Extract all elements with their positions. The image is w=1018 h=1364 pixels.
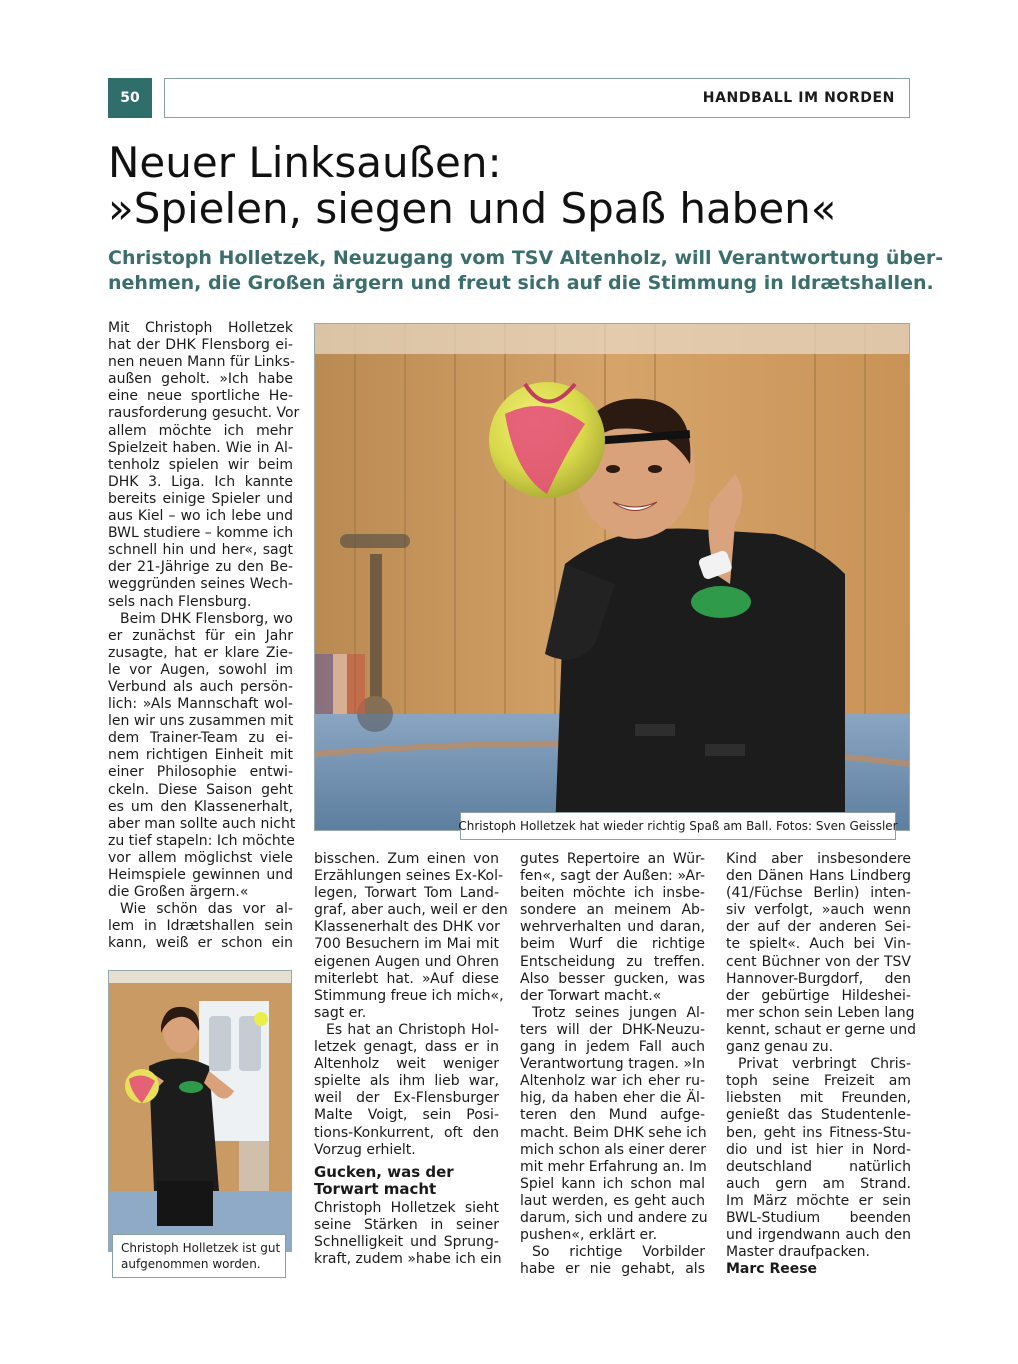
text-line: hig, da haben eher die Äl- xyxy=(520,1090,705,1107)
text-line: Altenholz war ich eher ru- xyxy=(520,1073,705,1090)
text-line: rausforderung gesucht. Vor xyxy=(108,405,300,422)
text-line: lich: »Als Mannschaft wol- xyxy=(108,696,293,713)
small-photo xyxy=(108,970,292,1252)
article-author: Marc Reese xyxy=(726,1261,818,1278)
text-line: außen geholt. »Ich habe xyxy=(108,371,293,388)
text-line: genießt das Studentenle- xyxy=(726,1107,911,1124)
text-line: ben, geht ins Fitness-Stu- xyxy=(726,1124,911,1141)
text-line: teren den Mund aufge- xyxy=(520,1107,705,1124)
article-subheading xyxy=(314,1164,499,1198)
subheading-line-2: Torwart macht xyxy=(314,1179,437,1198)
text-line: spielte als ihm lieb war, xyxy=(314,1073,499,1090)
text-line: eine neue sportliche He- xyxy=(108,388,293,405)
text-line: pushen«, erklärt er. xyxy=(520,1227,658,1244)
text-line: Wie schön das vor al- xyxy=(120,901,293,918)
text-line: So richtige Vorbilder xyxy=(532,1244,705,1261)
main-photo-caption: Christoph Holletzek hat wieder richtig Spaß am Ball. Fotos: Sven Geissler xyxy=(460,812,896,840)
text-line: aber man sollte auch nicht xyxy=(108,815,296,832)
text-line: zusagte, hat er klare Zie- xyxy=(108,644,293,661)
text-line: hat der DHK Flensborg ei- xyxy=(108,337,293,354)
text-line: den Dänen Hans Lindberg xyxy=(726,868,911,885)
text-line: Verantwortung tragen. »In xyxy=(520,1056,705,1073)
text-line: ganz genau zu. xyxy=(726,1039,834,1056)
main-photo xyxy=(314,323,910,831)
article-column-4 xyxy=(726,851,917,1278)
text-line: siv verfolgt, »auch wenn xyxy=(726,902,911,919)
text-line: Klassenerhalt des DHK vor xyxy=(314,919,500,936)
text-line: Stimmung freue ich mich«, xyxy=(314,987,504,1004)
text-line: Also besser gucken, was xyxy=(520,970,705,987)
text-line: weggründen seines Wech- xyxy=(108,576,293,593)
text-line: wehrverhalten und daran, xyxy=(520,919,705,936)
text-line: Privat verbringt Chris- xyxy=(738,1056,911,1073)
small-caption-line-2: aufgenommen worden. xyxy=(121,1257,261,1271)
headline-line-1: Neuer Linksaußen: xyxy=(108,138,502,187)
text-line: dem Trainer-Team zu ei- xyxy=(108,730,293,747)
text-line: Schnelligkeit und Sprung- xyxy=(314,1233,499,1250)
text-line: BWL studiere – komme ich xyxy=(108,525,294,542)
text-line: liebsten mit Freunden, xyxy=(726,1090,911,1107)
text-line: BWL-Studium beenden xyxy=(726,1209,911,1226)
text-line: le vor Augen, sowohl im xyxy=(108,661,293,678)
text-line: zu tief stapeln: Ich möchte xyxy=(108,832,295,849)
text-line: sagt er. xyxy=(314,1004,367,1021)
text-line: Christoph Holletzek sieht xyxy=(314,1199,499,1216)
text-line: der 21-Jährige zu den Be- xyxy=(108,559,293,576)
text-line: (41/Füchse Berlin) inten- xyxy=(726,885,911,902)
text-line: aus Kiel – wo ich lebe und xyxy=(108,508,293,525)
text-line: der Torwart macht.« xyxy=(520,987,662,1004)
text-line: 700 Besuchern im Mai mit xyxy=(314,936,499,953)
text-line: gang in jedem Fall auch xyxy=(520,1039,705,1056)
text-line: DHK 3. Liga. Ich kannte xyxy=(108,473,293,490)
text-line: Verbund als auch persön- xyxy=(108,678,293,695)
text-line: sels nach Flensburg. xyxy=(108,593,252,610)
text-line: bisschen. Zum einen von xyxy=(314,851,499,867)
section-header xyxy=(164,78,910,118)
text-line: Spiel kann ich schon mal xyxy=(520,1175,705,1192)
text-line: graf, aber auch, weil er den xyxy=(314,902,508,919)
text-line: mer schon sein Leben lang xyxy=(726,1004,915,1021)
text-line: beim Wurf die richtige xyxy=(520,936,705,953)
text-line: eigenen Augen und Ohren xyxy=(314,953,499,970)
headline-line-2: »Spielen, siegen und Spaß haben« xyxy=(108,184,837,233)
small-caption-line-1: Christoph Holletzek ist gut xyxy=(121,1241,281,1255)
text-line: Vorzug erhielt. xyxy=(314,1141,416,1158)
text-line: Beim DHK Flensborg, wo xyxy=(120,610,293,627)
text-line: tions-Konkurrent, oft den xyxy=(314,1124,499,1141)
page-number: 50 xyxy=(108,78,152,118)
text-line: kennt, schaut er gerne und xyxy=(726,1021,917,1038)
text-line: habe er nie gehabt, als xyxy=(520,1261,705,1278)
text-line: nem richtigen Einheit mit xyxy=(108,747,293,764)
text-line: mit mehr Erfahrung an. Im xyxy=(520,1158,707,1175)
text-line: Hannover-Burgdorf, den xyxy=(726,970,911,987)
text-line: Trotz seines jungen Al- xyxy=(532,1004,705,1021)
text-line: fen«, sagt der Außen: »Ar- xyxy=(520,868,705,885)
text-line: Kind aber insbesondere xyxy=(726,851,911,867)
text-line: schnell hin und her«, sagt xyxy=(108,542,293,559)
text-line: Spielzeit haben. Wie in Al- xyxy=(108,439,293,456)
text-line: Malte Voigt, sein Posi- xyxy=(314,1107,499,1124)
text-line: miterlebt hat. »Auf diese xyxy=(314,970,499,987)
text-line: toph seine Freizeit am xyxy=(726,1073,911,1090)
subhead-line-1: Christoph Holletzek, Neuzugang vom TSV Altenholz, will Verantwortung über- xyxy=(108,247,944,269)
subhead-line-2: nehmen, die Großen ärgern und freut sich auf die Stimmung in Idrætshallen. xyxy=(108,272,934,294)
text-line: Erzählungen seines Ex-Kol- xyxy=(314,868,504,885)
article-headline xyxy=(108,140,908,232)
article-subhead xyxy=(108,246,944,296)
text-line: gutes Repertoire an Wür- xyxy=(520,851,705,867)
text-line: weil der Ex-Flensburger xyxy=(314,1090,499,1107)
text-line: cent Büchner von der TSV xyxy=(726,953,911,970)
subheading-line-1: Gucken, was der xyxy=(314,1162,454,1181)
text-line: mich schon als einer derer xyxy=(520,1141,707,1158)
text-line: auch gern am Strand. xyxy=(726,1175,911,1192)
article-column-1 xyxy=(108,320,300,952)
text-line: seine Stärken in seiner xyxy=(314,1216,499,1233)
text-line: tenholz spielen wir beim xyxy=(108,456,293,473)
text-line: die Großen ärgern.« xyxy=(108,884,249,901)
text-line: Heimspiele gewinnen und xyxy=(108,867,293,883)
text-line: allem möchte ich mehr xyxy=(108,422,293,439)
text-line: Es hat an Christoph Hol- xyxy=(326,1021,499,1038)
text-line: der gebürtige Hildeshei- xyxy=(726,987,911,1004)
text-line: macht. Beim DHK sehe ich xyxy=(520,1124,707,1141)
text-line: sondere an meinem Ab- xyxy=(520,902,705,919)
text-line: er zunächst für ein Jahr xyxy=(108,627,293,644)
text-line: Master draufpacken. xyxy=(726,1244,870,1261)
text-line: und irgendwann auch den xyxy=(726,1227,911,1244)
text-line: letzek genagt, dass er in xyxy=(314,1039,499,1056)
text-line: ters will der DHK-Neuzu- xyxy=(520,1021,705,1038)
text-line: der auf der anderen Sei- xyxy=(726,919,911,936)
text-line: te spielt«. Auch bei Vin- xyxy=(726,936,911,953)
text-line: ckeln. Diese Saison geht xyxy=(108,781,293,798)
text-line: einer Philosophie entwi- xyxy=(108,764,293,781)
text-line: es um den Klassenerhalt, xyxy=(108,798,293,815)
text-line: vor allem möglichst viele xyxy=(108,849,293,866)
text-line: len wir uns zusammen mit xyxy=(108,713,294,730)
text-line: lem in Idrætshallen sein xyxy=(108,918,293,935)
text-line: legen, Torwart Tom Land- xyxy=(314,885,499,902)
player-with-ball-photo xyxy=(109,971,292,1252)
text-line: darum, sich und andere zu xyxy=(520,1209,708,1226)
text-line: kann, weiß er schon ein xyxy=(108,935,293,952)
text-line: Altenholz weit weniger xyxy=(314,1056,499,1073)
text-line: laut werden, es geht auch xyxy=(520,1192,705,1209)
handball-player-photo xyxy=(315,324,910,831)
text-line: nen neuen Mann für Links- xyxy=(108,354,295,371)
section-title: HANDBALL IM NORDEN xyxy=(702,90,895,106)
article-column-3 xyxy=(520,851,708,1278)
text-line: dio und ist hier in Nord- xyxy=(726,1141,911,1158)
small-photo-caption xyxy=(112,1234,286,1278)
text-line: kraft, zudem »habe ich ein xyxy=(314,1250,502,1267)
text-line: deutschland natürlich xyxy=(726,1158,911,1175)
text-line: beiten möchte ich insbe- xyxy=(520,885,705,902)
text-line: bereits einige Spieler und xyxy=(108,490,293,507)
article-column-2 xyxy=(314,851,508,1268)
text-line: Entscheidung zu treffen. xyxy=(520,953,705,970)
text-line: Im März möchte er sein xyxy=(726,1192,911,1209)
text-line: Mit Christoph Holletzek xyxy=(108,320,293,336)
